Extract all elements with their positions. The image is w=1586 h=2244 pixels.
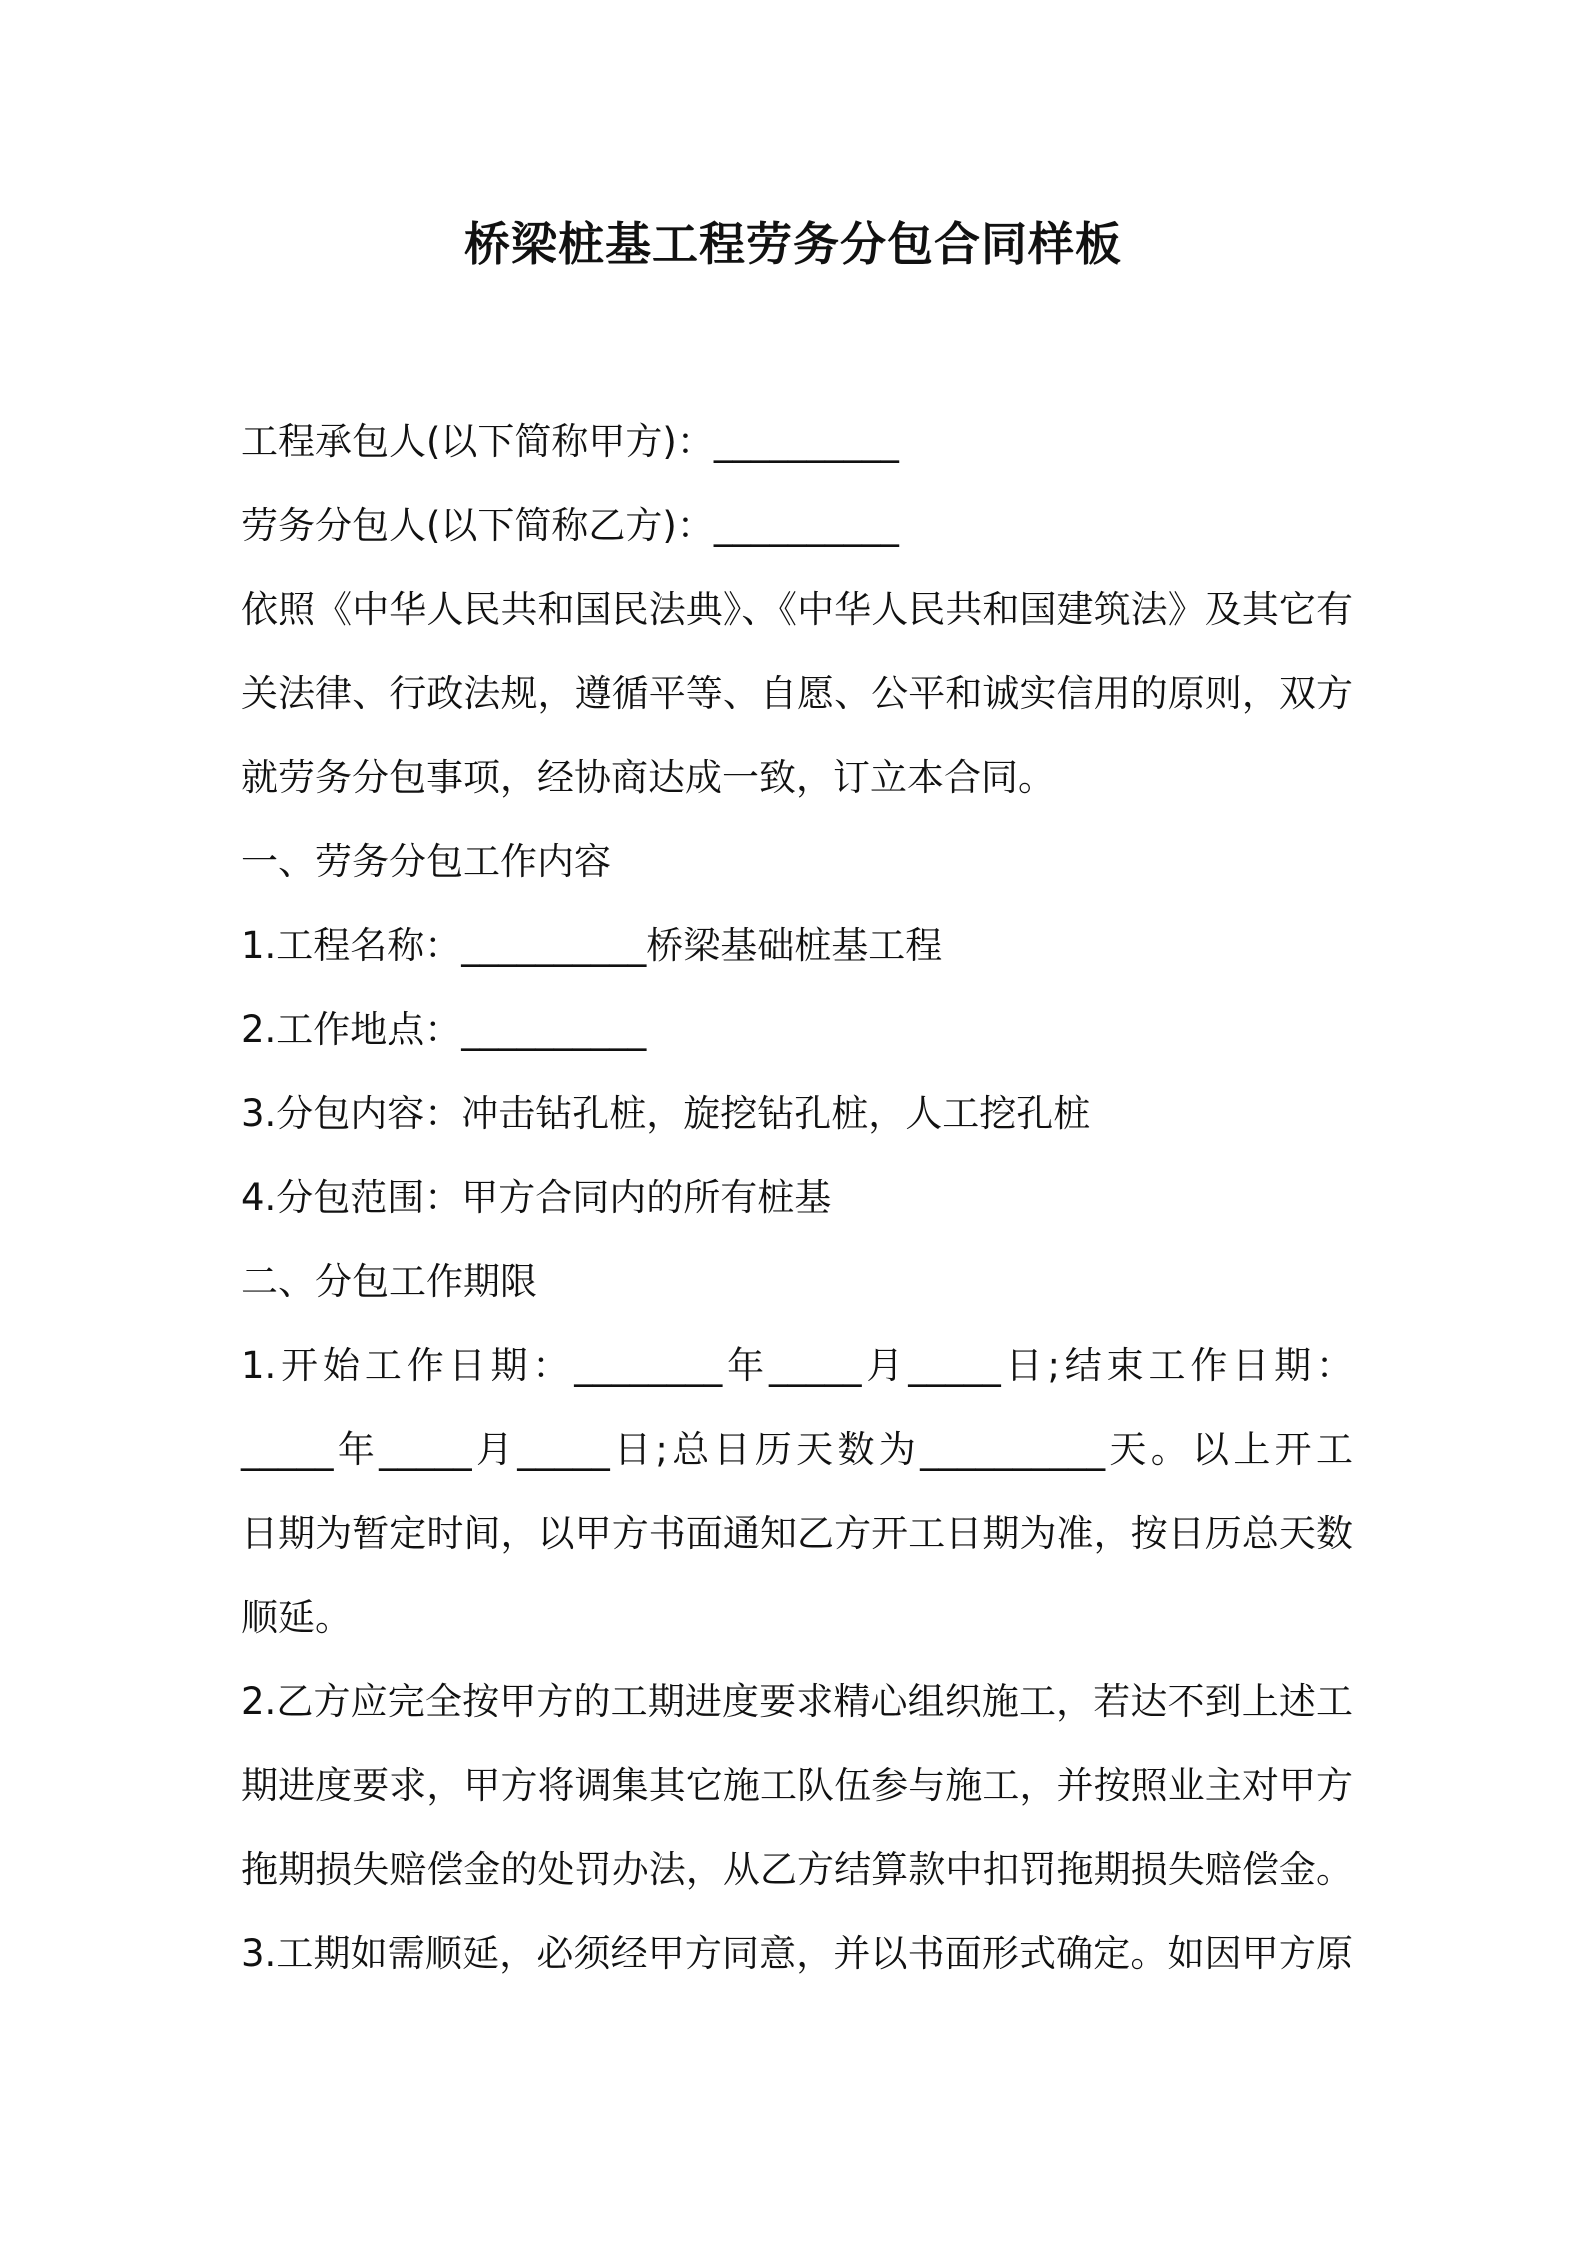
preamble-line-3: 就劳务分包事项，经协商达成一致，订立本合同。 bbox=[241, 756, 1055, 799]
clause-2-2-line-1: 2.乙方应完全按甲方的工期进度要求精心组织施工，若达不到上述工 bbox=[241, 1680, 1353, 1723]
clause-1-3: 3.分包内容：冲击钻孔桩，旋挖钻孔桩，人工挖孔桩 bbox=[241, 1092, 1091, 1135]
clause-1-1: 1.工程名称：__________桥梁基础桩基工程 bbox=[241, 924, 943, 967]
clause-2-1-line-1: 1.开始工作日期：________年_____月_____日;结束工作日期： bbox=[241, 1344, 1353, 1387]
section-heading-2: 二、分包工作期限 bbox=[241, 1260, 537, 1303]
preamble-line-1: 依照《中华人民共和国民法典》、《中华人民共和国建筑法》及其它有 bbox=[241, 588, 1353, 631]
party-b-line: 劳务分包人(以下简称乙方)：__________ bbox=[241, 504, 899, 547]
document-title: 桥梁桩基工程劳务分包合同样板 bbox=[464, 217, 1122, 271]
document-body bbox=[241, 400, 1353, 1996]
clause-2-1-line-4: 顺延。 bbox=[241, 1596, 352, 1639]
clause-1-2: 2.工作地点：__________ bbox=[241, 1008, 647, 1051]
party-a-line: 工程承包人(以下简称甲方)：__________ bbox=[241, 420, 899, 463]
section-heading-1: 一、劳务分包工作内容 bbox=[241, 840, 611, 883]
clause-2-1-line-3: 日期为暂定时间，以甲方书面通知乙方开工日期为准，按日历总天数 bbox=[241, 1512, 1353, 1555]
clause-2-1-line-2: _____年_____月_____日;总日历天数为__________天。以上开工 bbox=[241, 1428, 1353, 1471]
clause-2-3-line-1: 3.工期如需顺延，必须经甲方同意，并以书面形式确定。如因甲方原 bbox=[241, 1932, 1353, 1975]
clause-1-4: 4.分包范围：甲方合同内的所有桩基 bbox=[241, 1176, 832, 1219]
preamble-line-2: 关法律、行政法规，遵循平等、自愿、公平和诚实信用的原则，双方 bbox=[241, 672, 1353, 715]
clause-2-2-line-3: 拖期损失赔偿金的处罚办法，从乙方结算款中扣罚拖期损失赔偿金。 bbox=[241, 1848, 1353, 1891]
clause-2-2-line-2: 期进度要求，甲方将调集其它施工队伍参与施工，并按照业主对甲方 bbox=[241, 1764, 1353, 1807]
